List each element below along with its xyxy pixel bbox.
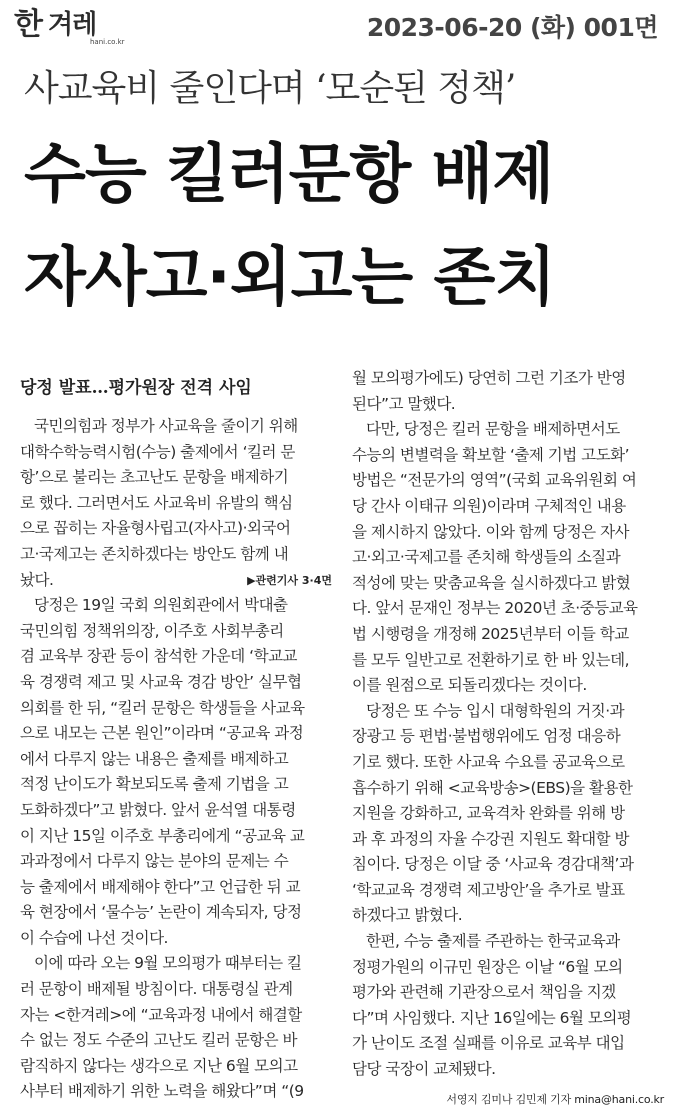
article-deck: 당정 발표…평가원장 전격 사임 xyxy=(20,378,252,398)
text-line: 장광고 등 편법·불법행위에도 엄정 대응하 xyxy=(352,727,621,746)
text-line: 의회를 한 뒤, “킬러 문항은 학생들을 사교육 xyxy=(20,698,305,717)
text-line: 이 지난 15일 이주호 부총리에게 “공교육 교 xyxy=(20,826,305,845)
newspaper-logo xyxy=(14,7,125,46)
text-line: ‘학교교육 경쟁력 제고방안’을 추가로 발표 xyxy=(352,880,625,899)
text-line: 고·국제고는 존치하겠다는 방안도 함께 내 xyxy=(20,544,289,563)
text-line: 한편, 수능 출제를 주관하는 한국교육과 xyxy=(366,932,620,951)
text-line: 과과정에서 다루지 않는 분야의 문제는 수 xyxy=(20,852,289,871)
text-line: 자는 <한겨레>에 “교육과정 내에서 해결할 xyxy=(20,1005,302,1024)
text-line: 이를 원점으로 되돌리겠다는 것이다. xyxy=(352,676,587,695)
text-line: 흡수하기 위해 <교육방송>(EBS)을 활용한 xyxy=(352,778,633,797)
text-line: 항’으로 불리는 초고난도 문항을 배제하기 xyxy=(20,468,289,487)
text-line: 당정은 또 수능 입시 대형학원의 거짓·과 xyxy=(366,701,625,720)
text-line: 국민의힘과 정부가 사교육을 줄이기 위해 xyxy=(34,417,298,435)
byline: 서영지 김미나 김민제 기자 mina@hani.co.kr xyxy=(446,1092,664,1106)
text-line: 놨다. xyxy=(20,570,54,589)
issue-date: 2023-06-20 (화) 001면 xyxy=(366,13,658,42)
text-line: 적정 난이도가 확보되도록 출제 기법을 고 xyxy=(20,775,289,794)
headline-line-1: 수능 킬러문항 배제 xyxy=(24,138,554,212)
related-article-link[interactable]: ▶관련기사 3·4면 xyxy=(247,573,332,587)
text-line: 겸 교육부 장관 등이 참석한 가운데 ‘학교교 xyxy=(20,647,298,666)
logo-main-text: 한 xyxy=(14,7,42,42)
text-line: 적성에 맞는 맞춤교육을 실시하겠다고 밝혔 xyxy=(352,573,631,592)
text-line: 당 간사 이태규 의원)이라며 구체적인 내용 xyxy=(352,496,626,515)
text-line: 을 제시하지 않았다. 이와 함께 당정은 자사 xyxy=(352,522,630,541)
text-line: 담당 국장이 교체됐다. xyxy=(352,1060,496,1079)
text-line: 정평가원의 이규민 원장은 이날 “6월 모의 xyxy=(352,957,623,976)
logo-rest-text: 겨레 xyxy=(47,10,97,40)
text-line: 당정은 19일 국회 의원회관에서 박대출 xyxy=(34,596,288,615)
article-column-right xyxy=(352,366,664,1111)
text-line: 도화하겠다”고 밝혔다. 앞서 윤석열 대통령 xyxy=(20,800,296,819)
text-line: 수능의 변별력을 확보할 ‘출제 기법 고도화’ xyxy=(352,445,630,464)
text-line: 다. 앞서 문재인 정부는 2020년 초·중등교육 xyxy=(352,599,638,618)
text-line: 하겠다고 밝혔다. xyxy=(352,906,463,925)
article-column-left xyxy=(20,366,332,1105)
subheadline: 사교육비 줄인다며 ‘모순된 정책’ xyxy=(24,68,516,109)
masthead xyxy=(0,0,680,50)
text-line: 수 없는 정도 수준의 고난도 킬러 문항은 바 xyxy=(20,1031,298,1050)
text-line: 법 시행령을 개정해 2025년부터 이들 학교 xyxy=(352,624,629,643)
text-line: 능 출제에서 배제해야 한다”고 언급한 뒤 교 xyxy=(20,877,301,896)
text-line: 된다”고 말했다. xyxy=(352,394,456,413)
text-line: 를 모두 일반고로 전환하기로 한 바 있는데, xyxy=(352,650,630,669)
text-line: 러 문항이 배제될 방침이다. 대통령실 관계 xyxy=(20,980,293,999)
text-line: 침이다. 당정은 이달 중 ‘사교육 경감대책’과 xyxy=(352,855,634,874)
text-line: 가 난이도 조절 실패를 이유로 교육부 대입 xyxy=(352,1034,625,1053)
text-line: 지원을 강화하고, 교육격차 완화를 위해 방 xyxy=(352,804,625,823)
text-line: 고·외고·국제고를 존치해 학생들의 소질과 xyxy=(352,548,621,567)
text-line: 월 모의평가에도) 당연히 그런 기조가 반영 xyxy=(352,369,626,387)
logo-url: hani.co.kr xyxy=(90,38,125,46)
text-line: 이 수습에 나선 것이다. xyxy=(20,928,168,947)
text-line: 람직하지 않다는 생각으로 지난 6월 모의고 xyxy=(20,1056,298,1075)
text-line: 이에 따라 오는 9월 모의평가 때부터는 킬 xyxy=(34,954,302,973)
text-line: 사부터 배제하기 위한 노력을 해왔다”며 “(9 xyxy=(20,1082,304,1101)
text-line: 육 현장에서 ‘물수능’ 논란이 계속되자, 당정 xyxy=(20,903,302,922)
right-column-body xyxy=(352,366,664,1083)
left-column-body xyxy=(20,414,332,1105)
text-line: 으로 내모는 근본 원인”이라며 “공교육 과정 xyxy=(20,724,304,743)
text-line: 과 후 과정의 자율 수강권 지원도 확대할 방 xyxy=(352,829,630,848)
text-line: 로 했다. 그러면서도 사교육비 유발의 핵심 xyxy=(20,493,293,512)
text-line: 으로 꼽히는 자율형사립고(자사고)·외국어 xyxy=(20,519,291,538)
text-line: 다”며 사임했다. 지난 16일에는 6월 모의평 xyxy=(352,1008,632,1027)
text-line: 다만, 당정은 킬러 문항을 배제하면서도 xyxy=(366,420,620,439)
text-line: 대학수학능력시험(수능) 출제에서 ‘킬러 문 xyxy=(20,442,295,461)
headline-line-2: 자사고·외고는 존치 xyxy=(24,241,556,315)
text-line: 평가와 관련해 기관장으로서 책임을 지겠 xyxy=(352,983,616,1002)
text-line: 기로 했다. 또한 사교육 수요를 공교육으로 xyxy=(352,752,625,771)
text-line: 방법은 “전문가의 영역”(국회 교육위원회 여 xyxy=(352,471,637,490)
text-line: 에서 다루지 않는 내용은 출제를 배제하고 xyxy=(20,749,289,768)
text-line: 국민의힘 정책위의장, 이주호 사회부총리 xyxy=(20,621,284,640)
text-line: 육 경쟁력 제고 및 사교육 경감 방안’ 실무협 xyxy=(20,672,302,691)
